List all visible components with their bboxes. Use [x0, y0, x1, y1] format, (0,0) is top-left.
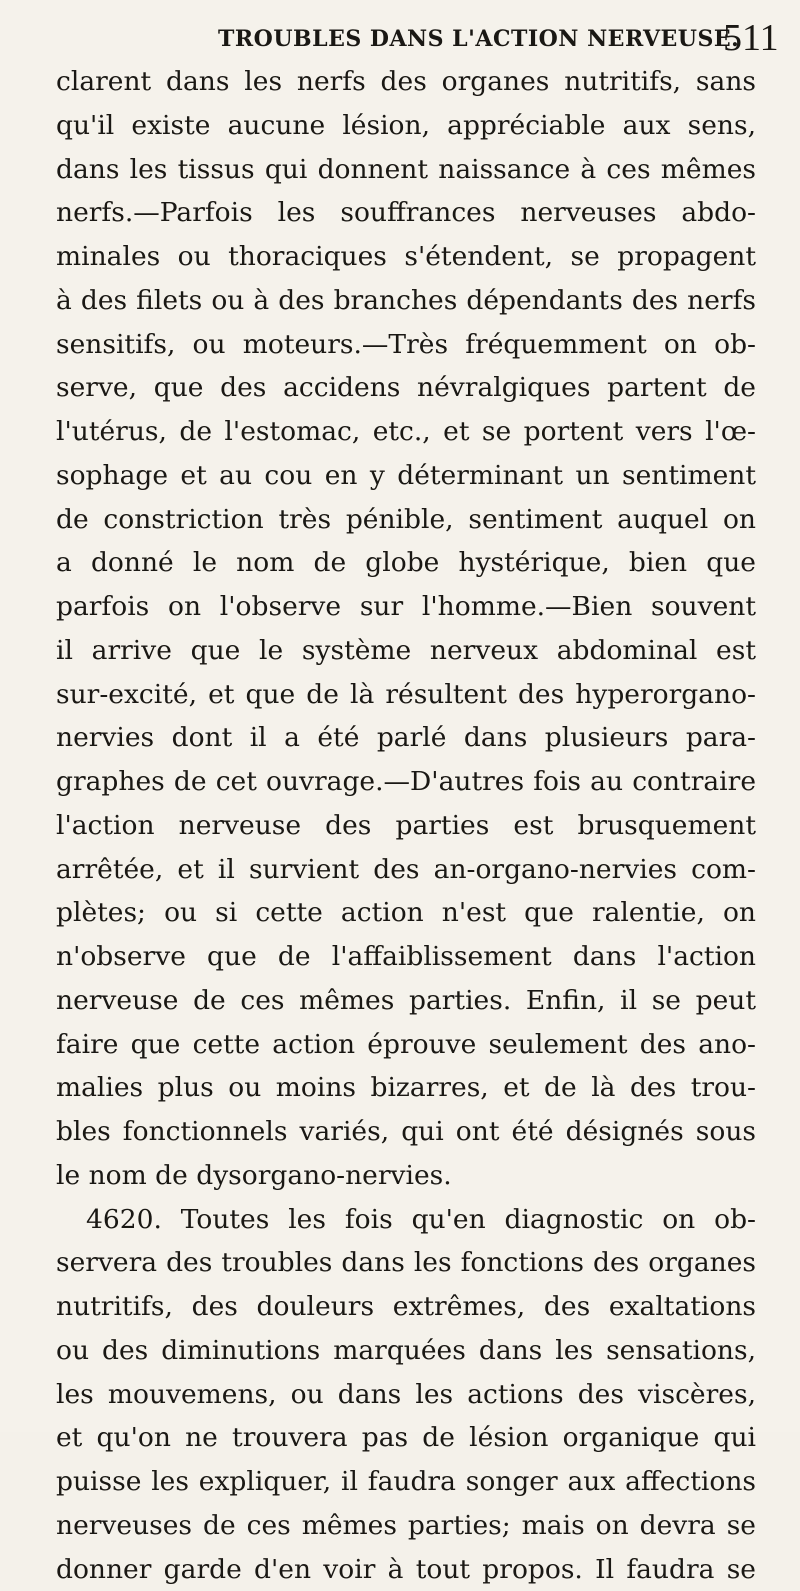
- text-line: minales ou thoraciques s'étendent, se propagent: [56, 235, 756, 279]
- text-line: clarent dans les nerfs des organes nutritifs, sans: [56, 60, 756, 104]
- text-line: qu'il existe aucune lésion, appréciable aux sens,: [56, 104, 756, 148]
- text-line: nervies dont il a été parlé dans plusieurs para-: [56, 716, 756, 760]
- text-line: sensitifs, ou moteurs.—Très fréquemment on ob-: [56, 323, 756, 367]
- text-line: l'action nerveuse des parties est brusquement: [56, 804, 756, 848]
- running-title: TROUBLES DANS L'ACTION NERVEUSE.: [218, 26, 739, 52]
- text-line: ou des diminutions marquées dans les sensations,: [56, 1329, 756, 1373]
- text-line: sur-excité, et que de là résultent des hyperorgano-: [56, 673, 756, 717]
- text-line: faire que cette action éprouve seulement des ano-: [56, 1023, 756, 1067]
- text-line: de constriction très pénible, sentiment auquel on: [56, 498, 756, 542]
- text-line: arrêtée, et il survient des an-organo-nervies com-: [56, 848, 756, 892]
- text-line: puisse les expliquer, il faudra songer aux affections: [56, 1460, 756, 1504]
- text-line: graphes de cet ouvrage.—D'autres fois au contraire: [56, 760, 756, 804]
- text-line: nutritifs, des douleurs extrêmes, des exaltations: [56, 1285, 756, 1329]
- text-line: nerveuse de ces mêmes parties. Enfin, il se peut: [56, 979, 756, 1023]
- text-line: à des filets ou à des branches dépendants des nerfs: [56, 279, 756, 323]
- paragraph-end-line: le nom de dysorgano-nervies.: [56, 1154, 756, 1198]
- text-line: sophage et au cou en y déterminant un sentiment: [56, 454, 756, 498]
- text-line: malies plus ou moins bizarres, et de là des trou-: [56, 1066, 756, 1110]
- running-head: [0, 14, 800, 58]
- text-line: les mouvemens, ou dans les actions des viscères,: [56, 1373, 756, 1417]
- text-line: il arrive que le système nerveux abdominal est: [56, 629, 756, 673]
- text-line: plètes; ou si cette action n'est que ralentie, on: [56, 891, 756, 935]
- paragraph-4620-start: 4620. Toutes les fois qu'en diagnostic on ob-: [56, 1198, 756, 1242]
- text-line: nerfs.—Parfois les souffrances nerveuses abdo-: [56, 191, 756, 235]
- text-line: donner garde d'en voir à tout propos. Il faudra se: [56, 1548, 756, 1591]
- text-line: parfois on l'observe sur l'homme.—Bien souvent: [56, 585, 756, 629]
- text-line: et qu'on ne trouvera pas de lésion organique qui: [56, 1416, 756, 1460]
- body-text: [56, 60, 756, 1591]
- text-line: servera des troubles dans les fonctions des organes: [56, 1241, 756, 1285]
- text-line: bles fonctionnels variés, qui ont été désignés sous: [56, 1110, 756, 1154]
- text-line: serve, que des accidens névralgiques partent de: [56, 366, 756, 410]
- text-line: dans les tissus qui donnent naissance à ces mêmes: [56, 148, 756, 192]
- text-line: nerveuses de ces mêmes parties; mais on devra se: [56, 1504, 756, 1548]
- page-number: 511: [723, 16, 779, 60]
- text-line: l'utérus, de l'estomac, etc., et se portent vers l'œ-: [56, 410, 756, 454]
- text-line: n'observe que de l'affaiblissement dans l'action: [56, 935, 756, 979]
- text-line: a donné le nom de globe hystérique, bien que: [56, 541, 756, 585]
